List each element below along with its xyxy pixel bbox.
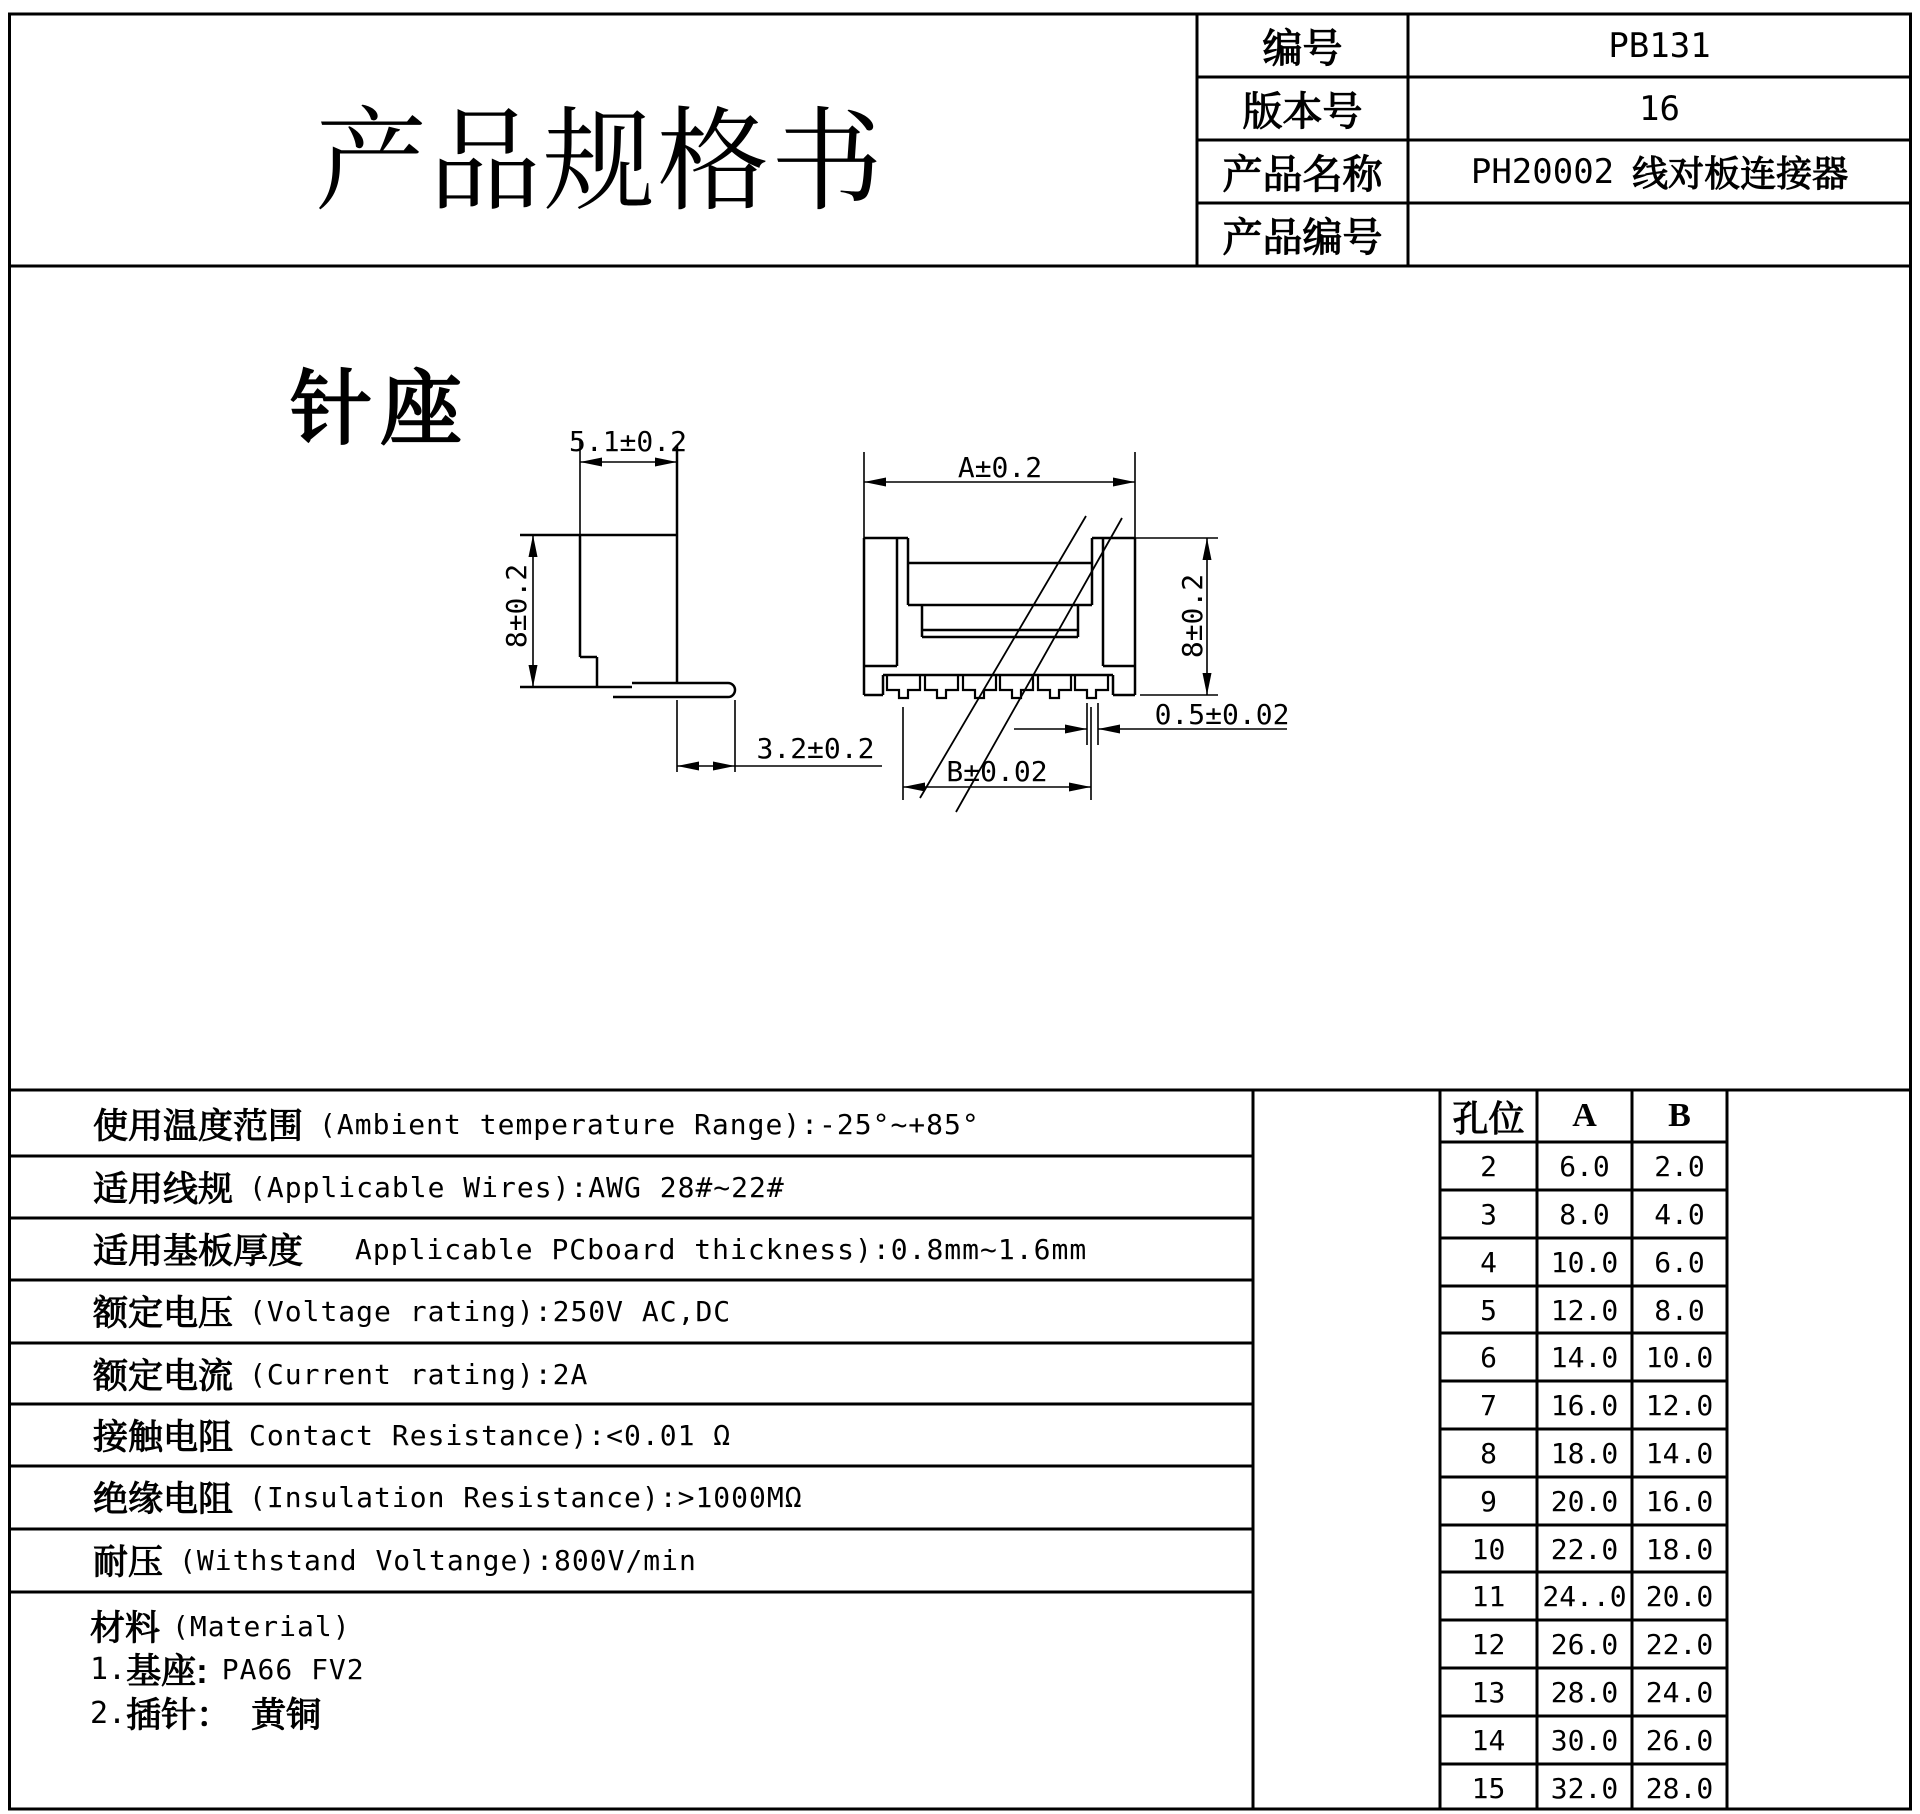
- table-row: 6 14.0 10.0: [1480, 1340, 1714, 1374]
- table-row: 12 26.0 22.0: [1471, 1627, 1714, 1661]
- header-value-number: PB131: [1608, 25, 1711, 66]
- table-row: 9 20.0 16.0: [1480, 1484, 1714, 1518]
- side-view-outline: [520, 445, 735, 697]
- material-line-pin: 2. 插针： 黄铜: [90, 1695, 322, 1735]
- header-label-product-name: 产品名称: [1222, 153, 1383, 197]
- table-row: 5 12.0 8.0: [1480, 1293, 1705, 1327]
- dim-front-height: 8±0.2: [1175, 573, 1209, 659]
- table-row: 11 24..0 20.0: [1471, 1579, 1714, 1613]
- header-value-version: 16: [1639, 88, 1680, 129]
- ab-header-b: B: [1668, 1097, 1691, 1134]
- product-code: PH20002: [1470, 151, 1615, 192]
- spec-row-current: 额定电流 (Current rating):2A: [93, 1357, 589, 1396]
- material-line-base: 1. 基座: PA66 FV2: [90, 1651, 365, 1691]
- table-row: 3 8.0 4.0: [1480, 1197, 1705, 1231]
- header-label-number: 编号: [1262, 27, 1343, 71]
- header-value-product-number: [1408, 203, 1911, 266]
- spec-row-temperature: 使用温度范围 (Ambient temperature Range):-25°~+85°: [93, 1107, 980, 1146]
- header-label-version: 版本号: [1242, 90, 1363, 134]
- spec-row-wires: 适用线规 (Applicable Wires):AWG 28#~22#: [93, 1170, 785, 1209]
- spec-row-voltage: 额定电压 (Voltage rating):250V AC,DC: [93, 1294, 732, 1333]
- table-row: 7 16.0 12.0: [1480, 1388, 1714, 1422]
- spec-row-withstand-voltage: 耐压 (Withstand Voltange):800V/min: [93, 1543, 697, 1582]
- dim-pin-width: 0.5±0.02: [1154, 697, 1290, 731]
- dim-side-height: 8±0.2: [499, 563, 533, 649]
- table-row: 2 6.0 2.0: [1480, 1149, 1705, 1183]
- page-title: 产品规格书: [315, 100, 885, 225]
- side-view-dim-lines: [533, 440, 882, 772]
- section-label-pin-header: 针座: [290, 364, 471, 455]
- header-value-product-name: [1408, 140, 1911, 203]
- table-row: 14 30.0 26.0: [1471, 1723, 1714, 1757]
- dim-side-foot: 3.2±0.2: [756, 731, 875, 765]
- front-view-outline: [864, 538, 1135, 695]
- header-label-product-number: 产品编号: [1222, 216, 1383, 260]
- front-view-pins: [887, 675, 1108, 698]
- spec-row-insulation-resistance: 绝缘电阻 (Insulation Resistance):>1000MΩ: [93, 1480, 803, 1519]
- product-name-cjk: 线对板连接器: [1632, 153, 1849, 194]
- table-row: 8 18.0 14.0: [1480, 1436, 1714, 1470]
- dim-front-width: A±0.2: [957, 450, 1043, 484]
- dim-pin-span: B±0.02: [946, 754, 1048, 788]
- table-row: 10 22.0 18.0: [1471, 1532, 1714, 1566]
- material-title: 材料 (Material): [90, 1609, 351, 1648]
- front-view-dim-lines: [864, 452, 1287, 800]
- ab-header-a: A: [1572, 1097, 1597, 1134]
- spec-row-pcb-thickness: 适用基板厚度 Applicable PCboard thickness):0.8mm~1.6mm: [93, 1232, 1088, 1271]
- spec-row-contact-resistance: 接触电阻 Contact Resistance):<0.01 Ω: [93, 1418, 732, 1457]
- table-row: 13 28.0 24.0: [1471, 1675, 1714, 1709]
- table-row: 4 10.0 6.0: [1480, 1245, 1705, 1279]
- table-row: 15 32.0 28.0: [1471, 1771, 1714, 1805]
- dim-side-top-width: 5.1±0.2: [568, 424, 687, 458]
- ab-header-positions: 孔位: [1452, 1097, 1525, 1139]
